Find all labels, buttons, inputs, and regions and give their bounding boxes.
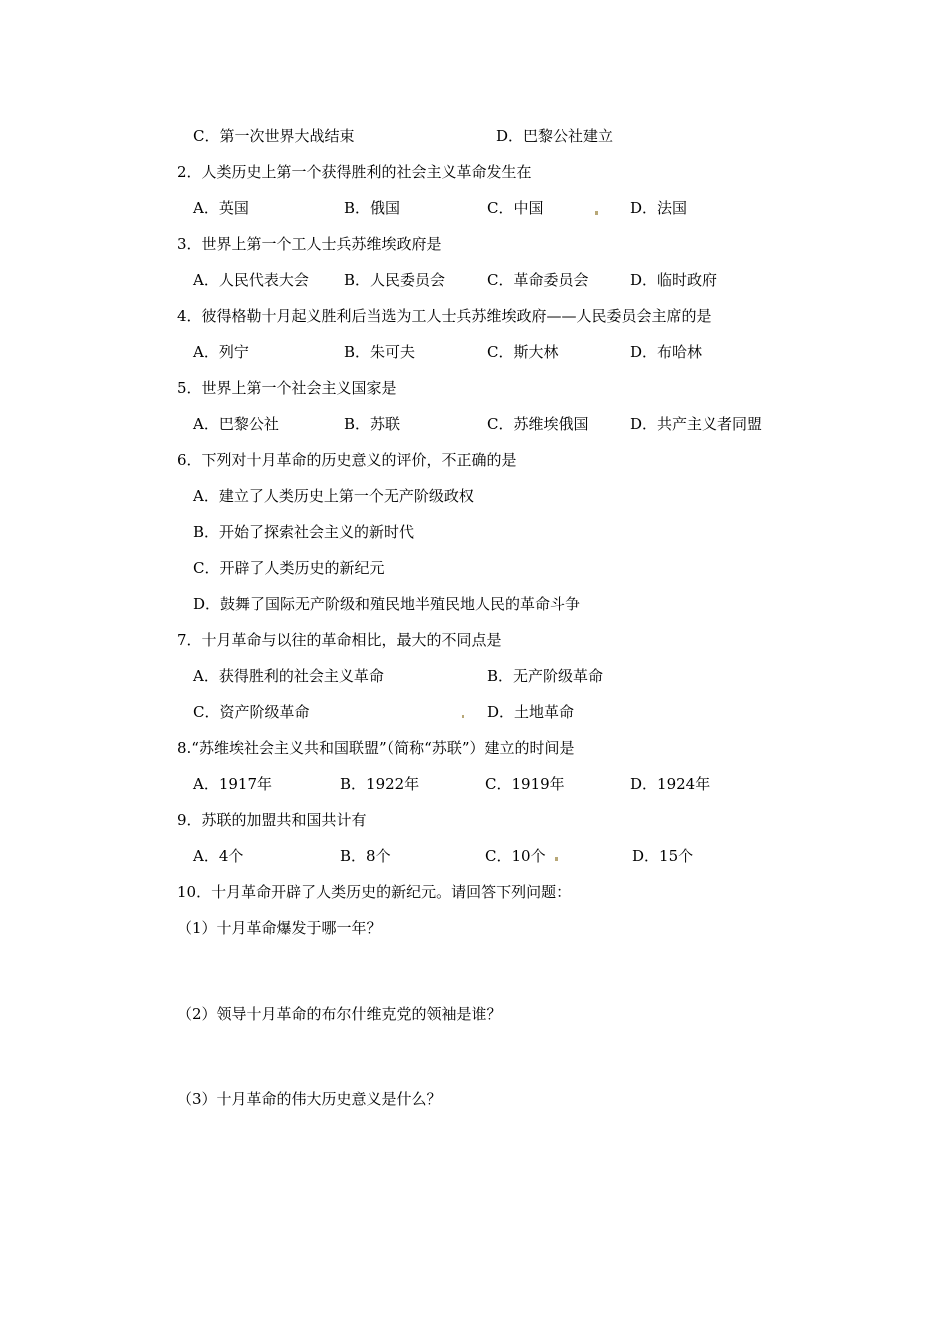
q8-stem: 8.“苏维埃社会主义共和国联盟”（简称“苏联”）建立的时间是	[177, 739, 575, 757]
q4-option-b: B．朱可夫	[344, 343, 416, 361]
q8-option-d: D．1924年	[630, 775, 711, 793]
q9-stem: 9．苏联的加盟共和国共计有	[177, 811, 367, 829]
q1-option-c: C．第一次世界大战结束	[193, 127, 355, 145]
q5-stem: 5．世界上第一个社会主义国家是	[177, 379, 397, 397]
q10-sub-2: （2）领导十月革命的布尔什维克党的领袖是谁？	[177, 1005, 502, 1023]
q3-option-b: B．人民委员会	[344, 271, 446, 289]
q3-stem: 3．世界上第一个工人士兵苏维埃政府是	[177, 235, 442, 253]
q9-option-d: D．15个	[632, 847, 694, 865]
q10-sub-3: （3）十月革命的伟大历史意义是什么？	[177, 1090, 442, 1108]
q3-option-d: D．临时政府	[630, 271, 718, 289]
q5-option-c: C．苏维埃俄国	[487, 415, 589, 433]
q8-option-b: B．1922年	[340, 775, 420, 793]
q4-option-a: A．列宁	[193, 343, 249, 361]
q8-option-c: C．1919年	[485, 775, 565, 793]
q2-option-d: D．法国	[630, 199, 688, 217]
q6-option-a: A．建立了人类历史上第一个无产阶级政权	[193, 487, 474, 505]
q6-option-d: D．鼓舞了国际无产阶级和殖民地半殖民地人民的革命斗争	[193, 595, 581, 613]
speck-mark	[462, 715, 464, 718]
q9-option-c: C．10个	[485, 847, 546, 865]
q10-sub-1: （1）十月革命爆发于哪一年？	[177, 919, 382, 937]
q4-option-c: C．斯大林	[487, 343, 559, 361]
speck-mark	[555, 857, 558, 861]
q6-stem: 6．下列对十月革命的历史意义的评价，不正确的是	[177, 451, 517, 469]
q3-option-c: C．革命委员会	[487, 271, 589, 289]
q7-option-c: C．资产阶级革命	[193, 703, 310, 721]
q2-option-c: C．中国	[487, 199, 544, 217]
q4-stem: 4．彼得格勒十月起义胜利后当选为工人士兵苏维埃政府——人民委员会主席的是	[177, 307, 712, 325]
q3-option-a: A．人民代表大会	[193, 271, 309, 289]
q2-stem: 2．人类历史上第一个获得胜利的社会主义革命发生在	[177, 163, 532, 181]
q7-stem: 7．十月革命与以往的革命相比，最大的不同点是	[177, 631, 502, 649]
q5-option-b: B．苏联	[344, 415, 401, 433]
q8-option-a: A．1917年	[193, 775, 273, 793]
q7-option-d: D．土地革命	[487, 703, 575, 721]
q7-option-a: A．获得胜利的社会主义革命	[193, 667, 384, 685]
q6-option-b: B．开始了探索社会主义的新时代	[193, 523, 415, 541]
q2-option-b: B．俄国	[344, 199, 401, 217]
q9-option-b: B．8个	[340, 847, 391, 865]
q5-option-a: A．巴黎公社	[193, 415, 279, 433]
speck-mark	[595, 211, 598, 215]
q6-option-c: C．开辟了人类历史的新纪元	[193, 559, 385, 577]
q7-option-b: B．无产阶级革命	[487, 667, 604, 685]
q2-option-a: A．英国	[193, 199, 249, 217]
q4-option-d: D．布哈林	[630, 343, 703, 361]
q1-option-d: D．巴黎公社建立	[496, 127, 614, 145]
q5-option-d: D．共产主义者同盟	[630, 415, 763, 433]
q10-stem: 10．十月革命开辟了人类历史的新纪元。请回答下列问题：	[177, 883, 572, 901]
q9-option-a: A．4个	[193, 847, 244, 865]
